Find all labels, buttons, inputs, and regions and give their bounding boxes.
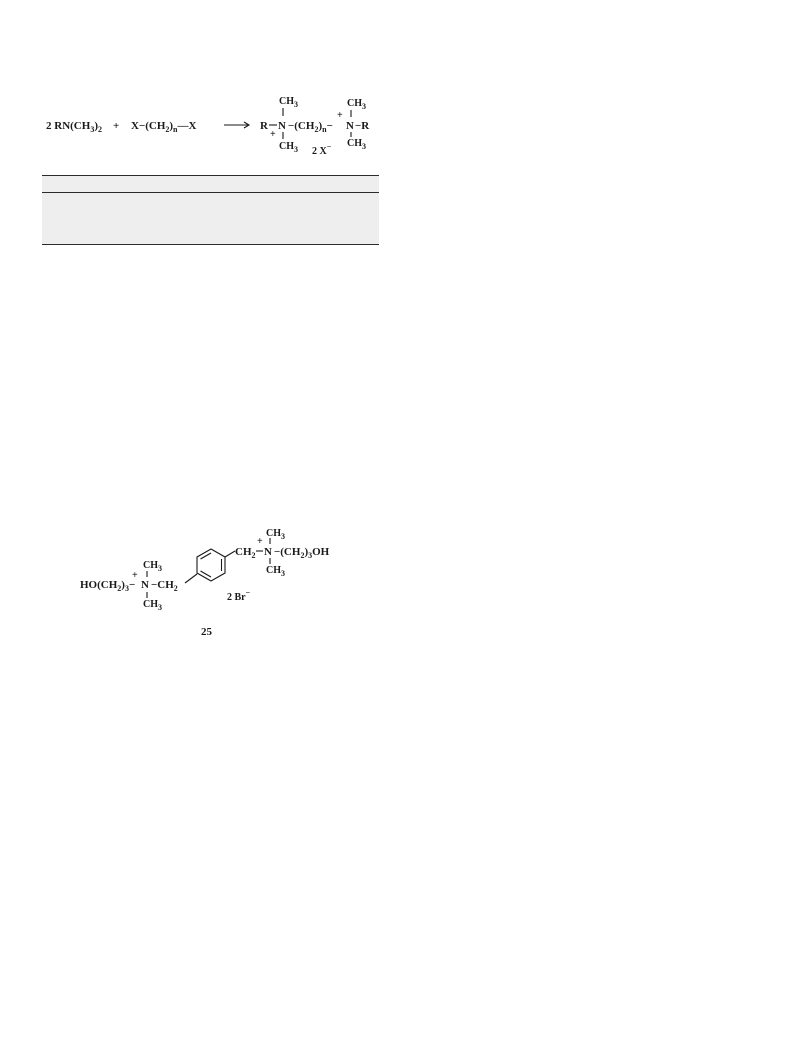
compound-CH2-left: $-CH_2$ <box>151 579 178 593</box>
methyl-bottom-right: $CH_3$ <box>347 138 366 151</box>
product-right-N: N <box>346 120 354 132</box>
compound-left-chain: $HO(CH_2)_3-$ <box>80 579 136 593</box>
compound-charge-left: + <box>132 570 138 581</box>
compound-right-N: N <box>264 546 272 558</box>
compound-methyl-bottom-right: $CH_3$ <box>266 565 285 578</box>
compound-counterion: 2 Br− <box>227 588 251 603</box>
counterion-X: 2 X− <box>312 142 332 157</box>
charge-right: + <box>337 110 343 121</box>
bond-ring-CH2-right <box>225 551 235 557</box>
methyl-top-right: $CH_3$ <box>347 98 366 111</box>
product-left-R: R <box>260 120 268 132</box>
compound-CH2-right: $CH_2$ <box>235 546 256 560</box>
compound-right-chain: $-(CH_2)_3OH$ <box>274 546 330 560</box>
charge-left: + <box>270 129 276 140</box>
product-left-N: N <box>278 120 286 132</box>
compound-methyl-top-left: $CH_3$ <box>143 560 162 573</box>
compound-label: 25 <box>201 626 212 638</box>
plus-sign: + <box>113 120 120 132</box>
compound-left-N: N <box>141 579 149 591</box>
compound-charge-right: + <box>257 536 263 547</box>
methyl-bottom-left: $CH_3$ <box>279 141 298 154</box>
reactant-amine: 2 $RN(CH_3)_2$ <box>46 120 102 134</box>
reactant-dihalide: $X-(CH_2)_n—X$ <box>131 120 197 134</box>
product-right-R: −R <box>355 120 370 132</box>
compound-methyl-bottom-left: $CH_3$ <box>143 599 162 612</box>
methyl-top-left: $CH_3$ <box>279 96 298 109</box>
product-chain: $-(CH_2)_n-$ <box>288 120 333 134</box>
benzene-ring <box>197 549 225 581</box>
compound-methyl-top-right: $CH_3$ <box>266 528 285 541</box>
bond-CH2-ring-left <box>185 574 197 583</box>
